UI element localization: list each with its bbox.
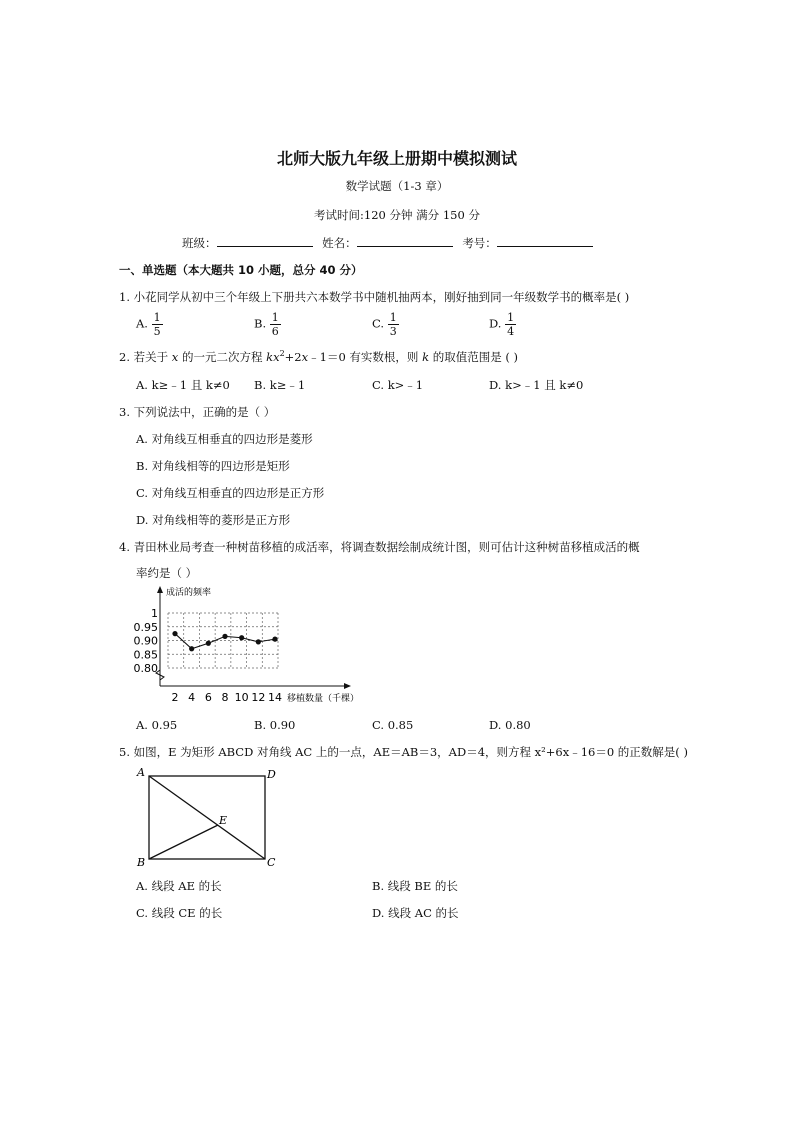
question-3-option-a[interactable]: A. 对角线互相垂直的四边形是菱形 xyxy=(136,432,313,446)
stem-part: 2. 若关于 xyxy=(119,350,172,364)
question-5-stem: 5. 如图，E 为矩形 ABCD 对角线 AC 上的一点，AE＝AB＝3，AD＝4，则方程 x²+6x﹣16＝0 的正数解是( ) xyxy=(119,745,688,759)
y-axis-arrow xyxy=(157,586,163,593)
y-axis-label: 成活的频率 xyxy=(166,588,212,598)
fraction xyxy=(388,311,399,338)
fraction xyxy=(152,311,163,338)
question-4-option-b[interactable]: B. 0.90 xyxy=(254,718,296,732)
x-tick-label: 8 xyxy=(221,691,229,704)
stem-var: kx xyxy=(266,350,280,364)
stem-var: x xyxy=(301,350,309,364)
exam-number-blank[interactable] xyxy=(497,235,593,247)
question-3-option-c[interactable]: C. 对角线互相垂直的四边形是正方形 xyxy=(136,486,325,500)
page-title: 北师大版九年级上册期中模拟测试 xyxy=(276,149,517,168)
option-label: D. xyxy=(489,316,502,331)
diagonal-ac xyxy=(149,776,265,859)
label-d: D xyxy=(267,768,276,781)
page-subtitle: 数学试题（1-3 章） xyxy=(345,179,449,193)
label-b: B xyxy=(137,856,146,869)
fraction xyxy=(270,311,281,338)
question-5-option-c[interactable]: C. 线段 CE 的长 xyxy=(136,906,223,920)
numerator: 1 xyxy=(389,311,397,324)
question-4-option-a[interactable]: A. 0.95 xyxy=(136,718,178,732)
data-point xyxy=(256,639,261,644)
label-e: E xyxy=(219,814,228,827)
stem-var: x xyxy=(171,350,179,364)
question-2-option-a[interactable]: A. k≥﹣1 且 k≠0 xyxy=(136,378,230,392)
class-blank[interactable] xyxy=(217,235,313,247)
numerator: 1 xyxy=(507,311,515,324)
x-tick-label: 6 xyxy=(204,691,212,704)
question-5-option-b[interactable]: B. 线段 BE 的长 xyxy=(372,879,458,893)
question-2-stem xyxy=(119,349,518,365)
y-tick-label: 0.80 xyxy=(133,662,158,675)
question-1-option-c[interactable] xyxy=(372,311,399,338)
y-tick-label: 0.95 xyxy=(133,620,158,634)
numerator: 1 xyxy=(271,311,279,324)
option-label: C. xyxy=(372,316,385,331)
question-1-option-b[interactable] xyxy=(254,311,281,338)
section-heading: 一、单选题（本大题共 10 小题，总分 40 分） xyxy=(119,263,363,277)
question-2-option-d[interactable]: D. k>﹣1 且 k≠0 xyxy=(489,378,584,392)
data-point xyxy=(272,637,277,642)
option-label: A. xyxy=(136,316,148,331)
x-axis-label: 移植数量（千棵） xyxy=(287,694,360,704)
student-info-fields xyxy=(182,235,599,251)
data-point xyxy=(206,641,211,646)
data-point xyxy=(239,635,244,640)
question-3-option-b[interactable]: B. 对角线相等的四边形是矩形 xyxy=(136,459,290,473)
y-tick-label: 0.90 xyxy=(133,634,158,648)
question-4-stem-line1: 4. 青田林业局考查一种树苗移植的成活率，将调查数据绘制成统计图，则可估计这种树苗移植成活的概 xyxy=(119,540,640,554)
denominator: 6 xyxy=(271,325,279,338)
label-c: C xyxy=(267,856,276,869)
name-blank[interactable] xyxy=(357,235,453,247)
name-label: 姓名： xyxy=(322,236,357,250)
question-3-stem: 3. 下列说法中，正确的是（ ） xyxy=(119,405,276,419)
x-tick-label: 10 xyxy=(234,691,249,704)
exam-number-label: 考号： xyxy=(462,236,497,250)
numerator: 1 xyxy=(153,311,161,324)
rectangle-figure xyxy=(133,764,283,869)
question-3-option-d[interactable]: D. 对角线相等的菱形是正方形 xyxy=(136,513,291,527)
question-1-option-d[interactable] xyxy=(489,311,516,338)
fraction xyxy=(505,311,516,338)
survival-rate-chart xyxy=(130,583,370,708)
denominator: 5 xyxy=(153,325,161,338)
data-point xyxy=(189,646,194,651)
y-tick-label: 0.85 xyxy=(133,648,158,662)
class-label: 班级： xyxy=(182,236,217,250)
denominator: 3 xyxy=(389,325,397,338)
x-tick-label: 12 xyxy=(251,691,266,704)
question-5-option-a[interactable]: A. 线段 AE 的长 xyxy=(136,879,222,893)
denominator: 4 xyxy=(507,325,515,338)
x-tick-label: 2 xyxy=(171,691,179,704)
question-4-option-d[interactable]: D. 0.80 xyxy=(489,718,531,732)
question-2-option-c[interactable]: C. k>﹣1 xyxy=(372,378,424,392)
question-4-stem-line2: 率约是（ ） xyxy=(136,566,198,580)
question-2-option-b[interactable]: B. k≥﹣1 xyxy=(254,378,306,392)
question-4-option-c[interactable]: C. 0.85 xyxy=(372,718,414,732)
stem-var: k xyxy=(422,350,430,364)
x-axis-arrow xyxy=(344,683,351,689)
exponent: 2 xyxy=(279,349,285,359)
segment-be xyxy=(149,825,218,859)
x-tick-label: 14 xyxy=(268,691,282,704)
x-tick-label: 4 xyxy=(188,691,196,704)
question-1-option-a[interactable] xyxy=(136,311,163,338)
data-point xyxy=(172,631,177,636)
question-1-stem: 1. 小花同学从初中三个年级上下册共六本数学书中随机抽两本，刚好抽到同一年级数学书的概率是( ) xyxy=(119,290,630,304)
stem-part: +2 xyxy=(284,350,302,364)
stem-part: ﹣1＝0 有实数根，则 xyxy=(308,350,423,364)
exam-info: 考试时间:120 分钟 满分 150 分 xyxy=(314,208,480,222)
data-point xyxy=(222,634,227,639)
stem-part: 的取值范围是 ( ) xyxy=(429,350,518,364)
option-label: B. xyxy=(254,316,267,331)
question-5-option-d[interactable]: D. 线段 AC 的长 xyxy=(372,906,459,920)
label-a: A xyxy=(137,766,145,779)
y-tick-label: 1 xyxy=(151,607,158,620)
stem-part: 的一元二次方程 xyxy=(178,350,267,364)
